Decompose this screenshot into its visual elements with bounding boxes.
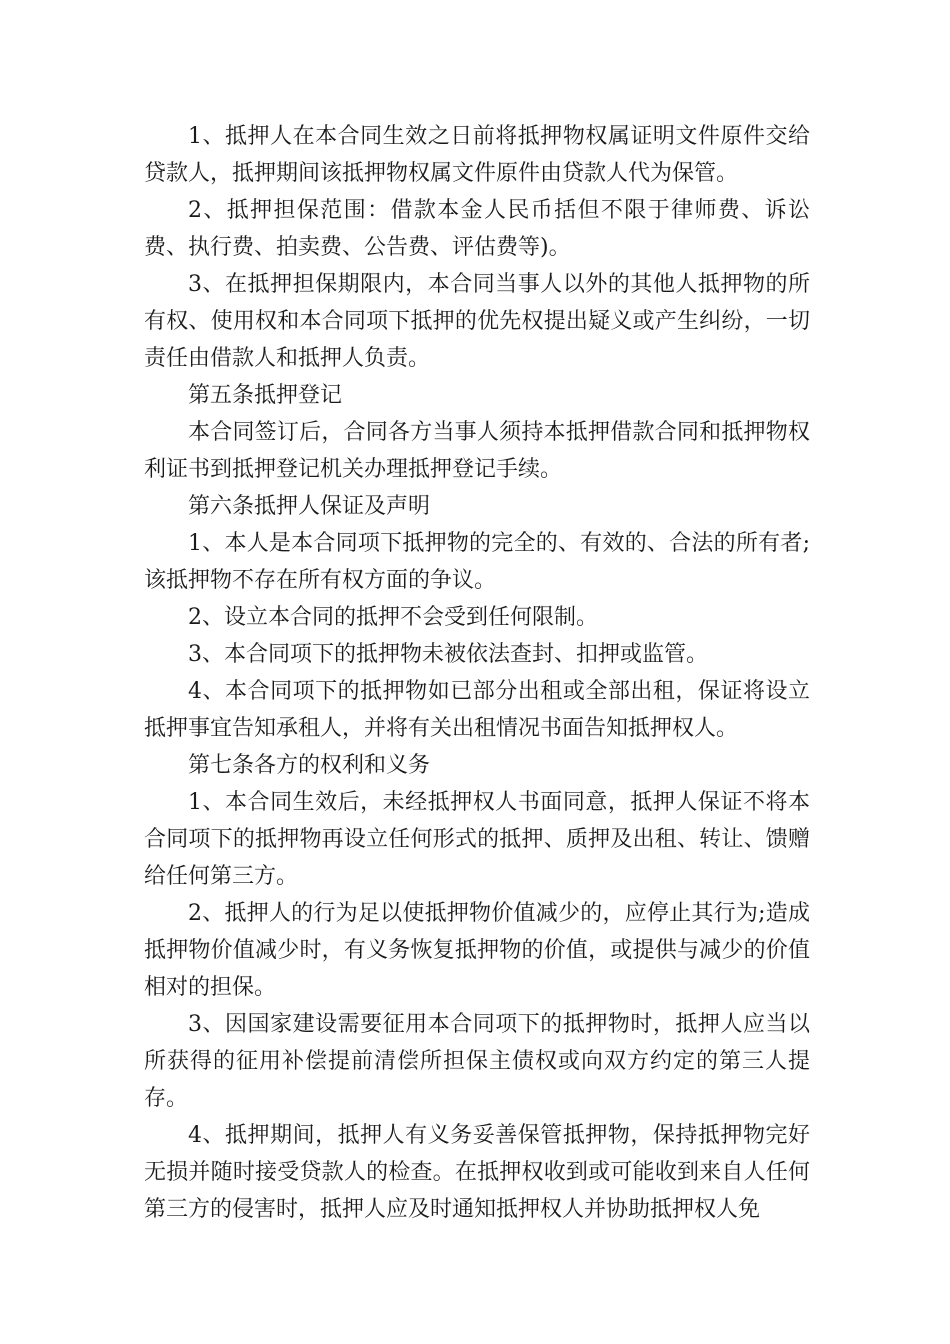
paragraph-obligation-1: 1、本合同生效后，未经抵押权人书面同意，抵押人保证不将本合同项下的抵押物再设立任何形式的抵押、质押及出租、转让、馈赠给任何第三方。 <box>144 790 810 889</box>
section-heading-article-7: 第七条各方的权利和义务 <box>188 753 431 778</box>
paragraph-obligation-3: 3、因国家建设需要征用本合同项下的抵押物时，抵押人应当以所获得的征用补偿提前清偿所担保主债权或向双方约定的第三人提存。 <box>144 1012 810 1111</box>
paragraph-warranty-1: 1、本人是本合同项下抵押物的完全的、有效的、合法的所有者;该抵押物不存在所有权方面的争议。 <box>144 531 810 593</box>
section-heading-article-5: 第五条抵押登记 <box>188 383 343 408</box>
paragraph-clause-3-liability: 3、在抵押担保期限内，本合同当事人以外的其他人抵押物的所有权、使用权和本合同项下抵押的优先权提出疑义或产生纠纷，一切责任由借款人和抵押人负责。 <box>144 272 810 371</box>
paragraph-warranty-3: 3、本合同项下的抵押物未被依法查封、扣押或监管。 <box>188 642 708 667</box>
paragraph-warranty-4: 4、本合同项下的抵押物如已部分出租或全部出租，保证将设立抵押事宜告知承租人，并将有关出租情况书面告知抵押权人。 <box>144 679 810 741</box>
paragraph-clause-2-scope: 2、抵押担保范围：借款本金人民币括但不限于律师费、诉讼费、执行费、拍卖费、公告费、评估费等)。 <box>144 198 810 260</box>
section-heading-article-6: 第六条抵押人保证及声明 <box>188 494 431 519</box>
paragraph-obligation-2: 2、抵押人的行为足以使抵押物价值减少的，应停止其行为;造成抵押物价值减少时，有义务恢复抵押物的价值，或提供与减少的价值相对的担保。 <box>144 901 810 1000</box>
paragraph-obligation-4: 4、抵押期间，抵押人有义务妥善保管抵押物，保持抵押物完好无损并随时接受贷款人的检查。在抵押权收到或可能收到来自人任何第三方的侵害时，抵押人应及时通知抵押权人并协助抵押权人免 <box>144 1123 810 1222</box>
paragraph-registration: 本合同签订后，合同各方当事人须持本抵押借款合同和抵押物权利证书到抵押登记机关办理抵押登记手续。 <box>144 420 810 482</box>
document-body <box>144 118 810 1228</box>
paragraph-warranty-2: 2、设立本合同的抵押不会受到任何限制。 <box>188 605 598 630</box>
paragraph-clause-1-delivery: 1、抵押人在本合同生效之日前将抵押物权属证明文件原件交给贷款人，抵押期间该抵押物权属文件原件由贷款人代为保管。 <box>144 124 810 186</box>
